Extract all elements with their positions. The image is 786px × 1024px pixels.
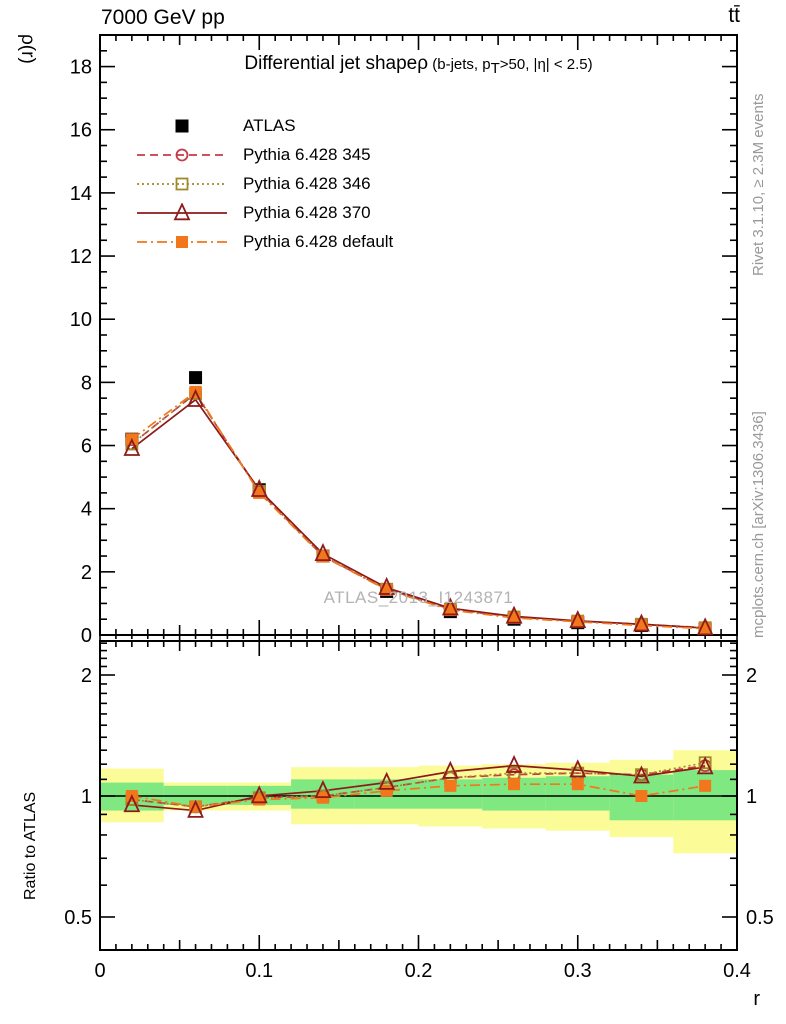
plot-title-cond-post: >50, |η| < 2.5)	[499, 56, 593, 73]
main-ytick-label: 10	[69, 309, 92, 332]
xtick-label: 0	[94, 960, 106, 982]
rivet-version-note: Rivet 3.1.10, ≥ 2.3M events	[750, 93, 767, 276]
main-ytick-label: 2	[80, 561, 92, 584]
xtick-label: 0.1	[245, 960, 274, 982]
beam-energy-label: 7000 GeV pp	[101, 6, 225, 29]
legend-item-pythia-370	[134, 198, 393, 227]
mcplots-reference-note: mcplots.cern.ch [arXiv:1306.3436]	[750, 411, 767, 638]
ratio-ytick-label-left: 2	[80, 665, 92, 687]
ratio-y-axis-label: Ratio to ATLAS	[22, 791, 39, 900]
main-ytick-label: 16	[69, 119, 92, 142]
pythia-370-marker-icon	[134, 203, 230, 223]
legend-label: Pythia 6.428 370	[243, 202, 371, 222]
ratio-ytick-label-left: 1	[80, 786, 92, 808]
plot-title	[100, 53, 737, 77]
main-y-axis-label: ρ(r)	[17, 34, 38, 64]
main-ytick-label: 18	[69, 56, 92, 79]
plot-title-cond-sub: T	[490, 60, 500, 78]
main-ytick-label: 0	[80, 625, 92, 647]
legend-label: Pythia 6.428 346	[243, 173, 371, 193]
plot-title-rho: ρ	[417, 53, 429, 74]
main-ytick-label: 8	[80, 372, 92, 395]
atlas-marker-icon	[134, 116, 230, 136]
pythia-default-marker-icon	[134, 232, 230, 252]
ratio-ytick-label-right: 1	[746, 786, 758, 808]
legend-label: ATLAS	[243, 115, 296, 135]
analysis-watermark: ATLAS_2013_I1243871	[323, 588, 514, 607]
xtick-label: 0.4	[723, 960, 751, 982]
x-axis-label: r	[753, 988, 760, 1010]
xtick-label: 0.2	[404, 960, 433, 982]
legend-item-pythia-345	[134, 140, 393, 169]
process-label: tt̄	[728, 4, 740, 27]
pythia-346-marker-icon	[134, 174, 230, 194]
legend-item-pythia-default	[134, 227, 393, 256]
legend-item-atlas	[134, 111, 393, 140]
main-ytick-label: 6	[80, 435, 92, 458]
pythia-345-marker-icon	[134, 145, 230, 165]
ratio-ytick-label-right: 0.5	[746, 907, 774, 929]
legend-label: Pythia 6.428 345	[243, 144, 371, 164]
plot-title-main: Differential jet shape	[244, 53, 418, 74]
legend	[134, 111, 393, 256]
ratio-ytick-label-left: 0.5	[64, 907, 92, 929]
ratio-ytick-label-right: 2	[746, 665, 758, 687]
legend-label: Pythia 6.428 default	[243, 231, 394, 251]
main-ytick-label: 12	[69, 246, 92, 269]
plot-title-cond-pre: (b-jets, p	[428, 56, 491, 73]
xtick-label: 0.3	[563, 960, 592, 982]
main-ytick-label: 14	[69, 182, 92, 205]
main-ytick-label: 4	[80, 498, 92, 521]
legend-item-pythia-346	[134, 169, 393, 198]
